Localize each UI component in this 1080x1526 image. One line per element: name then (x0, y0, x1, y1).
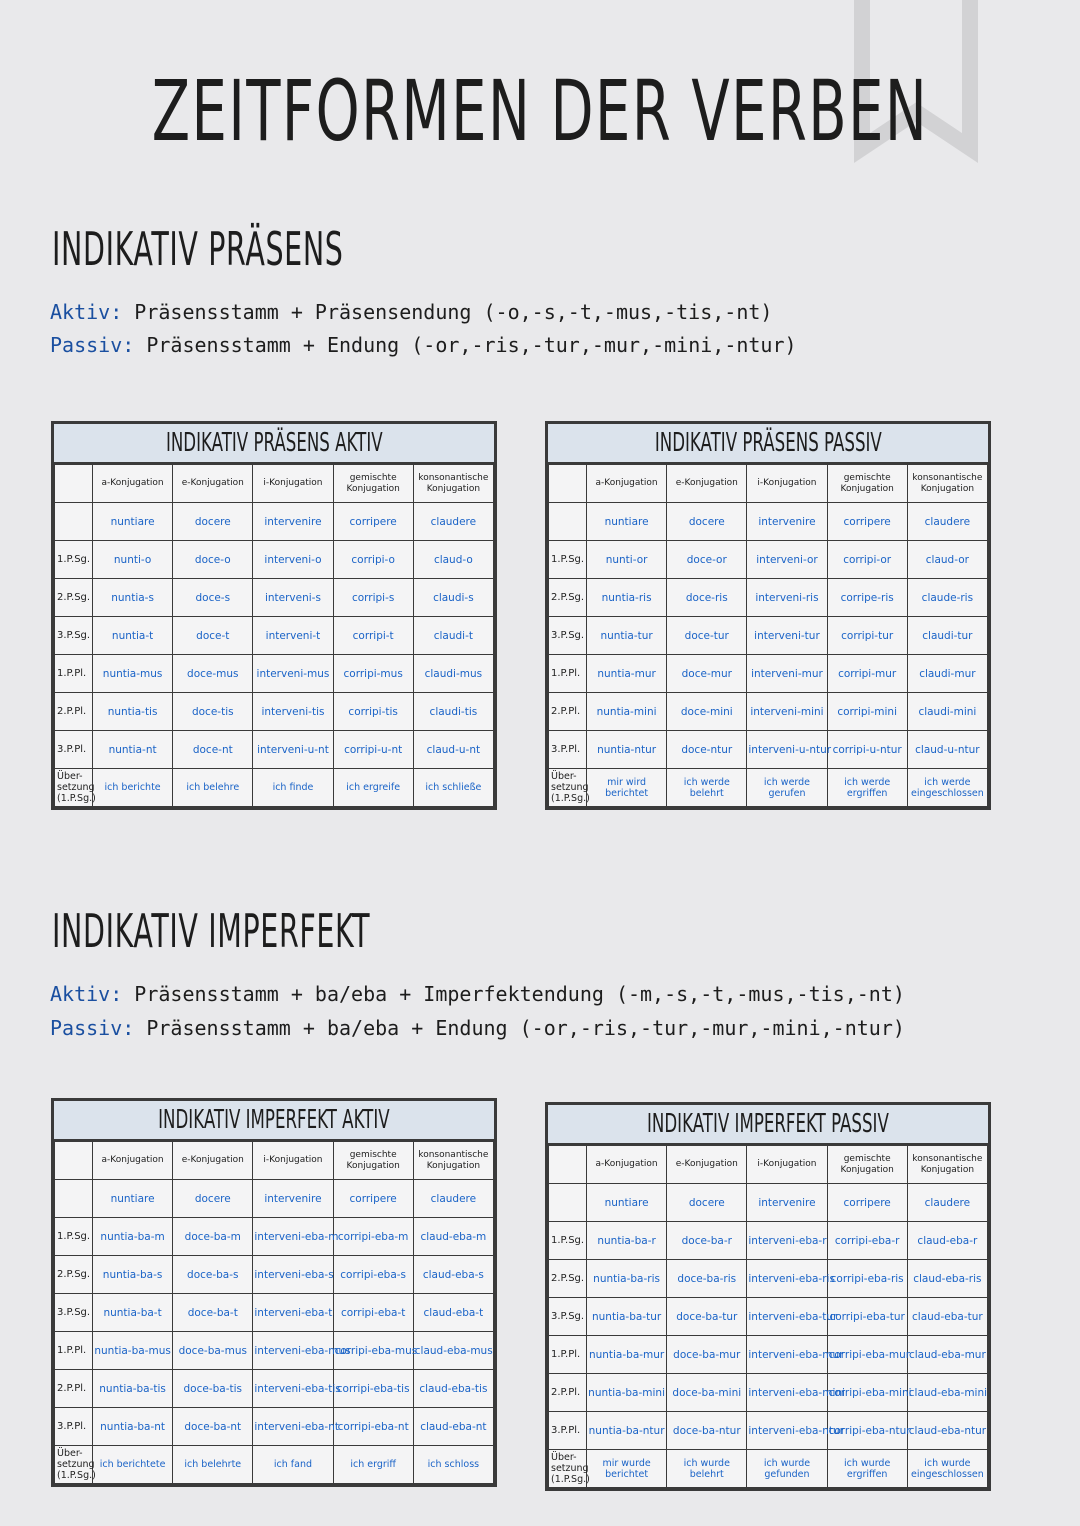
form-cell: corripi-s (333, 579, 413, 617)
form-cell: nuntia-tis (93, 693, 173, 731)
form-cell: nuntia-ba-m (93, 1218, 173, 1256)
form-cell: corripi-eba-m (333, 1218, 413, 1256)
form-cell: claud-eba-mus (413, 1332, 493, 1370)
form-cell: doce-ba-nt (173, 1408, 253, 1446)
form-cell: ich berichte (93, 769, 173, 807)
form-cell: corripi-eba-tis (333, 1370, 413, 1408)
column-header: gemischte Konjugation (333, 1142, 413, 1180)
table-row (55, 579, 494, 617)
infinitive-cell: intervenire (253, 1180, 333, 1218)
formula-text: Präsensstamm + Endung (-or,-ris,-tur,-mur,-mini,-ntur) (146, 333, 797, 357)
column-header: gemischte Konjugation (827, 1146, 907, 1184)
form-cell: corripi-eba-mur (827, 1336, 907, 1374)
form-cell: nuntia-s (93, 579, 173, 617)
table-row (55, 1446, 494, 1484)
corner-cell (549, 503, 587, 541)
infinitive-row (55, 503, 494, 541)
formula-text: Präsensstamm + ba/eba + Imperfektendung (-m,-s,-t,-mus,-tis,-nt) (134, 982, 905, 1006)
form-cell: interveni-tis (253, 693, 333, 731)
form-cell: interveni-s (253, 579, 333, 617)
form-cell: claudi-tis (413, 693, 493, 731)
form-cell: doce-ba-ntur (667, 1412, 747, 1450)
infinitive-cell: docere (173, 503, 253, 541)
form-cell: corripi-mini (827, 693, 907, 731)
formula-imperfekt-passiv (50, 1016, 905, 1040)
column-header: konsonantische Konjugation (907, 465, 987, 503)
form-cell: claud-eba-ntur (907, 1412, 987, 1450)
table-title-bar (548, 1105, 988, 1145)
table-praesens-aktiv (51, 421, 497, 810)
formula-praesens-passiv (50, 333, 797, 357)
form-cell: doce-ba-tis (173, 1370, 253, 1408)
row-label: 1.P.Sg. (55, 1218, 93, 1256)
form-cell: nuntia-mur (587, 655, 667, 693)
form-cell: ich werde eingeschlossen (907, 769, 987, 807)
table-row (549, 1336, 988, 1374)
form-cell: nuntia-ba-nt (93, 1408, 173, 1446)
conjugation-table (548, 464, 988, 807)
form-cell: doce-ba-t (173, 1294, 253, 1332)
row-label: 1.P.Pl. (55, 1332, 93, 1370)
form-cell: interveni-u-nt (253, 731, 333, 769)
corner-cell (549, 1146, 587, 1184)
form-cell: interveni-eba-ntur (747, 1412, 827, 1450)
column-header: i-Konjugation (747, 1146, 827, 1184)
corner-cell (55, 1142, 93, 1180)
row-label: 1.P.Sg. (55, 541, 93, 579)
form-cell: nuntia-ba-mur (587, 1336, 667, 1374)
form-cell: ich schloss (413, 1446, 493, 1484)
row-label: 2.P.Sg. (55, 579, 93, 617)
form-cell: doce-ba-mur (667, 1336, 747, 1374)
column-header: konsonantische Konjugation (413, 1142, 493, 1180)
form-cell: claud-o (413, 541, 493, 579)
form-cell: ich schließe (413, 769, 493, 807)
form-cell: nuntia-ba-s (93, 1256, 173, 1294)
form-cell: doce-ntur (667, 731, 747, 769)
form-cell: corripi-tis (333, 693, 413, 731)
column-header: e-Konjugation (667, 1146, 747, 1184)
infinitive-cell: docere (667, 1184, 747, 1222)
formula-label: Passiv: (50, 1016, 135, 1040)
form-cell: corripi-eba-ntur (827, 1412, 907, 1450)
form-cell: ich belehrte (173, 1446, 253, 1484)
infinitive-cell: nuntiare (93, 1180, 173, 1218)
table-row (55, 1294, 494, 1332)
form-cell: nuntia-ntur (587, 731, 667, 769)
form-cell: claud-or (907, 541, 987, 579)
form-cell: doce-tur (667, 617, 747, 655)
row-label: 1.P.Pl. (549, 1336, 587, 1374)
infinitive-cell: claudere (413, 503, 493, 541)
table-row (549, 769, 988, 807)
form-cell: ich belehre (173, 769, 253, 807)
form-cell: ich wurde eingeschlossen (907, 1450, 987, 1488)
form-cell: doce-mini (667, 693, 747, 731)
form-cell: corripi-eba-r (827, 1222, 907, 1260)
table-row (55, 655, 494, 693)
form-cell: claud-eba-s (413, 1256, 493, 1294)
form-cell: nuntia-t (93, 617, 173, 655)
row-label: 1.P.Pl. (549, 655, 587, 693)
row-label: 2.P.Pl. (55, 693, 93, 731)
table-row (549, 655, 988, 693)
table-row (549, 1260, 988, 1298)
conjugation-table (54, 464, 494, 807)
row-label: 2.P.Sg. (55, 1256, 93, 1294)
table-row (55, 541, 494, 579)
form-cell: ich berichtete (93, 1446, 173, 1484)
table-row (55, 617, 494, 655)
form-cell: nuntia-ba-mini (587, 1374, 667, 1412)
form-cell: nuntia-ba-tis (93, 1370, 173, 1408)
column-header: i-Konjugation (253, 465, 333, 503)
form-cell: ich ergriff (333, 1446, 413, 1484)
table-row (55, 1332, 494, 1370)
form-cell: corripi-u-nt (333, 731, 413, 769)
form-cell: claudi-mini (907, 693, 987, 731)
form-cell: ich werde belehrt (667, 769, 747, 807)
infinitive-cell: claudere (907, 503, 987, 541)
form-cell: ich werde gerufen (747, 769, 827, 807)
row-label: 2.P.Sg. (549, 579, 587, 617)
form-cell: corripi-eba-mus (333, 1332, 413, 1370)
corner-cell (549, 465, 587, 503)
infinitive-cell: nuntiare (587, 503, 667, 541)
row-label: 3.P.Pl. (55, 1408, 93, 1446)
form-cell: corripi-eba-s (333, 1256, 413, 1294)
formula-label: Aktiv: (50, 982, 123, 1006)
infinitive-cell: corripere (333, 503, 413, 541)
table-title-bar (548, 424, 988, 464)
table-title: INDIKATIV IMPERFEKT AKTIV (158, 1105, 390, 1135)
form-cell: mir wurde berichtet (587, 1450, 667, 1488)
column-header: konsonantische Konjugation (907, 1146, 987, 1184)
form-cell: nuntia-ba-tur (587, 1298, 667, 1336)
form-cell: claud-eba-mur (907, 1336, 987, 1374)
table-title: INDIKATIV PRÄSENS AKTIV (165, 428, 383, 458)
column-header: gemischte Konjugation (827, 465, 907, 503)
form-cell: interveni-eba-ris (747, 1260, 827, 1298)
table-row (55, 731, 494, 769)
form-cell: claud-eba-tur (907, 1298, 987, 1336)
form-cell: corripi-eba-tur (827, 1298, 907, 1336)
table-header-row (55, 1142, 494, 1180)
form-cell: interveni-u-ntur (747, 731, 827, 769)
infinitive-cell: claudere (907, 1184, 987, 1222)
form-cell: doce-ba-mini (667, 1374, 747, 1412)
form-cell: nuntia-ba-r (587, 1222, 667, 1260)
row-label: Über-setzung (1.P.Sg.) (55, 769, 93, 807)
form-cell: claud-u-nt (413, 731, 493, 769)
form-cell: corripi-mus (333, 655, 413, 693)
form-cell: corripi-tur (827, 617, 907, 655)
table-row (55, 1256, 494, 1294)
corner-cell (549, 1184, 587, 1222)
table-praesens-passiv (545, 421, 991, 810)
form-cell: interveni-eba-mini (747, 1374, 827, 1412)
formula-text: Präsensstamm + ba/eba + Endung (-or,-ris,-tur,-mur,-mini,-ntur) (146, 1016, 905, 1040)
form-cell: ich finde (253, 769, 333, 807)
column-header: a-Konjugation (587, 1146, 667, 1184)
table-row (549, 1222, 988, 1260)
infinitive-row (549, 503, 988, 541)
table-row (549, 1450, 988, 1488)
form-cell: nuntia-ris (587, 579, 667, 617)
infinitive-cell: intervenire (747, 1184, 827, 1222)
infinitive-cell: docere (173, 1180, 253, 1218)
table-row (549, 1374, 988, 1412)
form-cell: interveni-eba-tur (747, 1298, 827, 1336)
form-cell: doce-ba-ris (667, 1260, 747, 1298)
form-cell: doce-ba-tur (667, 1298, 747, 1336)
column-header: i-Konjugation (253, 1142, 333, 1180)
form-cell: claud-eba-m (413, 1218, 493, 1256)
row-label: Über-setzung (1.P.Sg.) (549, 769, 587, 807)
row-label: Über-setzung (1.P.Sg.) (549, 1450, 587, 1488)
row-label: 2.P.Pl. (549, 1374, 587, 1412)
corner-cell (55, 1180, 93, 1218)
row-label: 2.P.Pl. (549, 693, 587, 731)
table-row (55, 769, 494, 807)
form-cell: claudi-s (413, 579, 493, 617)
formula-praesens-aktiv (50, 300, 772, 324)
infinitive-row (55, 1180, 494, 1218)
row-label: 2.P.Pl. (55, 1370, 93, 1408)
form-cell: corripi-t (333, 617, 413, 655)
form-cell: claude-ris (907, 579, 987, 617)
form-cell: doce-ba-s (173, 1256, 253, 1294)
table-header-row (55, 465, 494, 503)
row-label: 2.P.Sg. (549, 1260, 587, 1298)
form-cell: nuntia-ba-ntur (587, 1412, 667, 1450)
form-cell: doce-or (667, 541, 747, 579)
column-header: gemischte Konjugation (333, 465, 413, 503)
section-heading-praesens: INDIKATIV PRÄSENS (52, 222, 344, 276)
page-title: ZEITFORMEN DER VERBEN (151, 62, 929, 160)
form-cell: doce-tis (173, 693, 253, 731)
form-cell: interveni-eba-m (253, 1218, 333, 1256)
form-cell: interveni-or (747, 541, 827, 579)
table-title: INDIKATIV IMPERFEKT PASSIV (647, 1109, 889, 1139)
row-label: Über-setzung (1.P.Sg.) (55, 1446, 93, 1484)
form-cell: interveni-ris (747, 579, 827, 617)
form-cell: claudi-tur (907, 617, 987, 655)
form-cell: claud-eba-r (907, 1222, 987, 1260)
formula-imperfekt-aktiv (50, 982, 905, 1006)
form-cell: claud-eba-tis (413, 1370, 493, 1408)
form-cell: interveni-eba-tis (253, 1370, 333, 1408)
form-cell: nuntia-nt (93, 731, 173, 769)
column-header: konsonantische Konjugation (413, 465, 493, 503)
form-cell: mir wird berichtet (587, 769, 667, 807)
corner-cell (55, 503, 93, 541)
column-header: a-Konjugation (93, 465, 173, 503)
infinitive-cell: intervenire (747, 503, 827, 541)
form-cell: interveni-mini (747, 693, 827, 731)
column-header: e-Konjugation (173, 1142, 253, 1180)
column-header: a-Konjugation (587, 465, 667, 503)
form-cell: claud-eba-t (413, 1294, 493, 1332)
form-cell: claudi-mur (907, 655, 987, 693)
form-cell: ich wurde gefunden (747, 1450, 827, 1488)
infinitive-cell: corripere (827, 503, 907, 541)
table-row (549, 1412, 988, 1450)
conjugation-table (54, 1141, 494, 1484)
form-cell: interveni-mur (747, 655, 827, 693)
infinitive-cell: corripere (333, 1180, 413, 1218)
formula-label: Aktiv: (50, 300, 123, 324)
form-cell: doce-ris (667, 579, 747, 617)
infinitive-row (549, 1184, 988, 1222)
table-imperfekt-aktiv (51, 1098, 497, 1487)
form-cell: doce-nt (173, 731, 253, 769)
form-cell: claudi-t (413, 617, 493, 655)
row-label: 1.P.Sg. (549, 541, 587, 579)
conjugation-table (548, 1145, 988, 1488)
row-label: 3.P.Pl. (549, 1412, 587, 1450)
form-cell: nuntia-mini (587, 693, 667, 731)
form-cell: doce-s (173, 579, 253, 617)
form-cell: interveni-eba-mur (747, 1336, 827, 1374)
row-label: 3.P.Sg. (55, 1294, 93, 1332)
form-cell: ich werde ergriffen (827, 769, 907, 807)
form-cell: interveni-o (253, 541, 333, 579)
form-cell: corripi-u-ntur (827, 731, 907, 769)
form-cell: doce-ba-mus (173, 1332, 253, 1370)
table-row (549, 617, 988, 655)
form-cell: claud-eba-mini (907, 1374, 987, 1412)
table-header-row (549, 1146, 988, 1184)
form-cell: ich fand (253, 1446, 333, 1484)
form-cell: doce-t (173, 617, 253, 655)
form-cell: nuntia-ba-mus (93, 1332, 173, 1370)
corner-cell (55, 465, 93, 503)
table-row (55, 1408, 494, 1446)
form-cell: claud-eba-nt (413, 1408, 493, 1446)
table-imperfekt-passiv (545, 1102, 991, 1491)
form-cell: claud-eba-ris (907, 1260, 987, 1298)
infinitive-cell: nuntiare (93, 503, 173, 541)
infinitive-cell: docere (667, 503, 747, 541)
form-cell: nunti-o (93, 541, 173, 579)
column-header: e-Konjugation (667, 465, 747, 503)
table-row (55, 693, 494, 731)
table-row (549, 693, 988, 731)
form-cell: ich wurde ergriffen (827, 1450, 907, 1488)
column-header: i-Konjugation (747, 465, 827, 503)
form-cell: corripi-eba-ris (827, 1260, 907, 1298)
table-title-bar (54, 424, 494, 464)
row-label: 3.P.Pl. (55, 731, 93, 769)
form-cell: doce-o (173, 541, 253, 579)
row-label: 3.P.Sg. (55, 617, 93, 655)
table-row (549, 541, 988, 579)
table-title-bar (54, 1101, 494, 1141)
form-cell: corripi-or (827, 541, 907, 579)
table-row (549, 731, 988, 769)
form-cell: nuntia-tur (587, 617, 667, 655)
form-cell: interveni-tur (747, 617, 827, 655)
form-cell: interveni-eba-s (253, 1256, 333, 1294)
row-label: 1.P.Sg. (549, 1222, 587, 1260)
form-cell: doce-ba-m (173, 1218, 253, 1256)
form-cell: corripi-o (333, 541, 413, 579)
form-cell: interveni-eba-nt (253, 1408, 333, 1446)
infinitive-cell: corripere (827, 1184, 907, 1222)
column-header: e-Konjugation (173, 465, 253, 503)
row-label: 3.P.Sg. (549, 1298, 587, 1336)
infinitive-cell: intervenire (253, 503, 333, 541)
form-cell: nuntia-mus (93, 655, 173, 693)
row-label: 1.P.Pl. (55, 655, 93, 693)
form-cell: doce-mur (667, 655, 747, 693)
infinitive-cell: nuntiare (587, 1184, 667, 1222)
form-cell: corripi-mur (827, 655, 907, 693)
form-cell: nunti-or (587, 541, 667, 579)
form-cell: nuntia-ba-t (93, 1294, 173, 1332)
row-label: 3.P.Sg. (549, 617, 587, 655)
infinitive-cell: claudere (413, 1180, 493, 1218)
form-cell: corripi-eba-t (333, 1294, 413, 1332)
column-header: a-Konjugation (93, 1142, 173, 1180)
table-header-row (549, 465, 988, 503)
form-cell: claud-u-ntur (907, 731, 987, 769)
form-cell: corripi-eba-mini (827, 1374, 907, 1412)
form-cell: interveni-eba-r (747, 1222, 827, 1260)
table-row (55, 1370, 494, 1408)
form-cell: interveni-t (253, 617, 333, 655)
formula-label: Passiv: (50, 333, 135, 357)
table-row (549, 579, 988, 617)
table-row (549, 1298, 988, 1336)
form-cell: interveni-mus (253, 655, 333, 693)
form-cell: ich ergreife (333, 769, 413, 807)
form-cell: interveni-eba-mus (253, 1332, 333, 1370)
table-row (55, 1218, 494, 1256)
form-cell: nuntia-ba-ris (587, 1260, 667, 1298)
form-cell: ich wurde belehrt (667, 1450, 747, 1488)
form-cell: doce-mus (173, 655, 253, 693)
form-cell: corripi-eba-nt (333, 1408, 413, 1446)
form-cell: corripe-ris (827, 579, 907, 617)
section-heading-imperfekt: INDIKATIV IMPERFEKT (52, 904, 371, 958)
formula-text: Präsensstamm + Präsensendung (-o,-s,-t,-mus,-tis,-nt) (134, 300, 773, 324)
table-title: INDIKATIV PRÄSENS PASSIV (654, 428, 882, 458)
row-label: 3.P.Pl. (549, 731, 587, 769)
form-cell: claudi-mus (413, 655, 493, 693)
form-cell: doce-ba-r (667, 1222, 747, 1260)
form-cell: interveni-eba-t (253, 1294, 333, 1332)
